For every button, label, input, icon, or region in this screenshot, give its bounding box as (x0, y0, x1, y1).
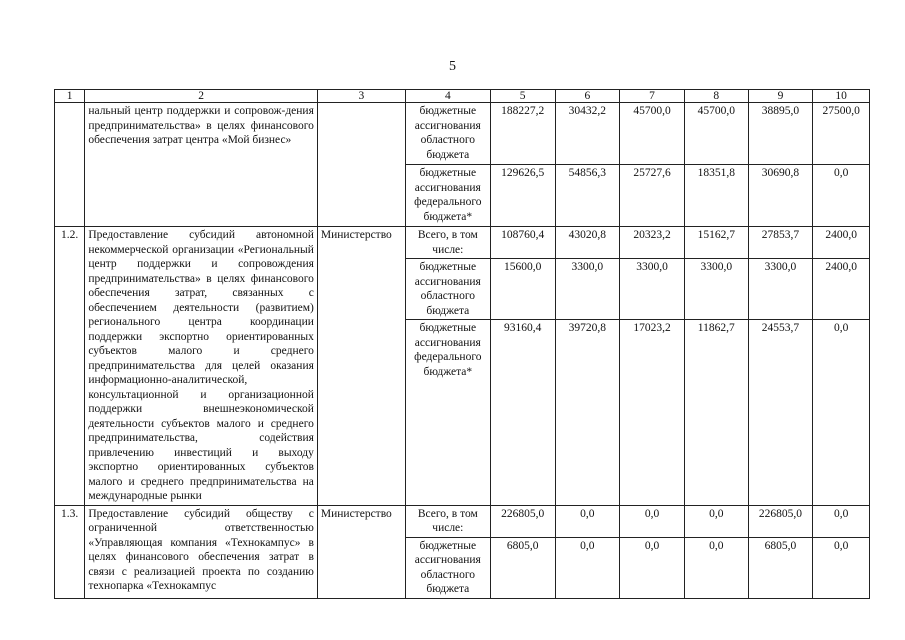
value-cell: 43020,8 (555, 227, 620, 259)
value-cell: 38895,0 (748, 103, 813, 165)
row-number: 1.3. (55, 505, 85, 598)
value-cell: 27853,7 (748, 227, 813, 259)
value-cell: 0,0 (684, 505, 748, 537)
value-cell: 54856,3 (555, 165, 620, 227)
funding-source: бюджетные ассигнования федерального бюджета* (405, 165, 490, 227)
column-number-row (55, 90, 870, 103)
value-cell: 0,0 (813, 165, 870, 227)
column-header: 1 (55, 90, 85, 103)
value-cell: 20323,2 (620, 227, 685, 259)
value-cell: 108760,4 (490, 227, 555, 259)
value-cell: 6805,0 (748, 537, 813, 598)
row-description: Предоставление субсидий обществу с ограниченной ответственностью «Управляющая компания «Технокампус» в целях финансового обеспечения затрат в связи с реализацией проекта по созданию технопарка «Технокампус (85, 505, 318, 598)
row-organization (317, 103, 405, 227)
value-cell: 226805,0 (490, 505, 555, 537)
value-cell: 25727,6 (620, 165, 685, 227)
value-cell: 11862,7 (684, 320, 748, 506)
value-cell: 0,0 (684, 537, 748, 598)
funding-source: бюджетные ассигнования областного бюджета (405, 103, 490, 165)
funding-source: бюджетные ассигнования областного бюджета (405, 259, 490, 320)
column-header: 7 (620, 90, 685, 103)
column-header: 10 (813, 90, 870, 103)
row-description: Предоставление субсидий автономной некоммерческой организации «Региональный центр поддержки и сопровождения предпринимательства» в целях финансового обеспечения затрат, связанных с обеспечением деятельности (развитием) регионального центра координации поддержки экспортно ориентированных субъектов малого и среднего предпринимательства для целей оказания информационно-аналитической, консультационной и организационной поддержки внешнеэкономической деятельности субъектов малого и среднего предпринимательства, содействия привлечению инвестиций и выходу экспортно ориентированных субъектов малого и среднего предпринимательства на международные рынки (85, 227, 318, 506)
funding-source: бюджетные ассигнования федерального бюджета* (405, 320, 490, 506)
value-cell: 3300,0 (748, 259, 813, 320)
value-cell: 18351,8 (684, 165, 748, 227)
value-cell: 45700,0 (620, 103, 685, 165)
value-cell: 0,0 (620, 537, 685, 598)
value-cell: 2400,0 (813, 227, 870, 259)
table-row (55, 505, 870, 537)
funding-source: Всего, в том числе: (405, 505, 490, 537)
row-number: 1.2. (55, 227, 85, 506)
table-row (55, 227, 870, 259)
column-header: 6 (555, 90, 620, 103)
value-cell: 0,0 (813, 537, 870, 598)
value-cell: 45700,0 (684, 103, 748, 165)
column-header: 5 (490, 90, 555, 103)
column-header: 9 (748, 90, 813, 103)
value-cell: 6805,0 (490, 537, 555, 598)
column-header: 4 (405, 90, 490, 103)
value-cell: 0,0 (555, 505, 620, 537)
row-number (55, 103, 85, 227)
value-cell: 2400,0 (813, 259, 870, 320)
value-cell: 226805,0 (748, 505, 813, 537)
column-header: 3 (317, 90, 405, 103)
value-cell: 0,0 (813, 505, 870, 537)
page-number: 5 (449, 59, 456, 74)
value-cell: 15600,0 (490, 259, 555, 320)
value-cell: 15162,7 (684, 227, 748, 259)
value-cell: 27500,0 (813, 103, 870, 165)
funding-source: бюджетные ассигнования областного бюджета (405, 537, 490, 598)
budget-table (54, 89, 870, 599)
value-cell: 39720,8 (555, 320, 620, 506)
row-organization: Министерство (317, 227, 405, 506)
table-row (55, 103, 870, 165)
value-cell: 129626,5 (490, 165, 555, 227)
value-cell: 3300,0 (620, 259, 685, 320)
value-cell: 93160,4 (490, 320, 555, 506)
value-cell: 30432,2 (555, 103, 620, 165)
value-cell: 30690,8 (748, 165, 813, 227)
value-cell: 24553,7 (748, 320, 813, 506)
value-cell: 3300,0 (684, 259, 748, 320)
value-cell: 17023,2 (620, 320, 685, 506)
column-header: 8 (684, 90, 748, 103)
column-header: 2 (85, 90, 318, 103)
funding-source: Всего, в том числе: (405, 227, 490, 259)
value-cell: 0,0 (620, 505, 685, 537)
value-cell: 0,0 (555, 537, 620, 598)
value-cell: 188227,2 (490, 103, 555, 165)
value-cell: 0,0 (813, 320, 870, 506)
row-organization: Министерство (317, 505, 405, 598)
value-cell: 3300,0 (555, 259, 620, 320)
row-description: нальный центр поддержки и сопровож-дения предпринимательства» в целях финансового обеспечения затрат центра «Мой бизнес» (85, 103, 318, 227)
